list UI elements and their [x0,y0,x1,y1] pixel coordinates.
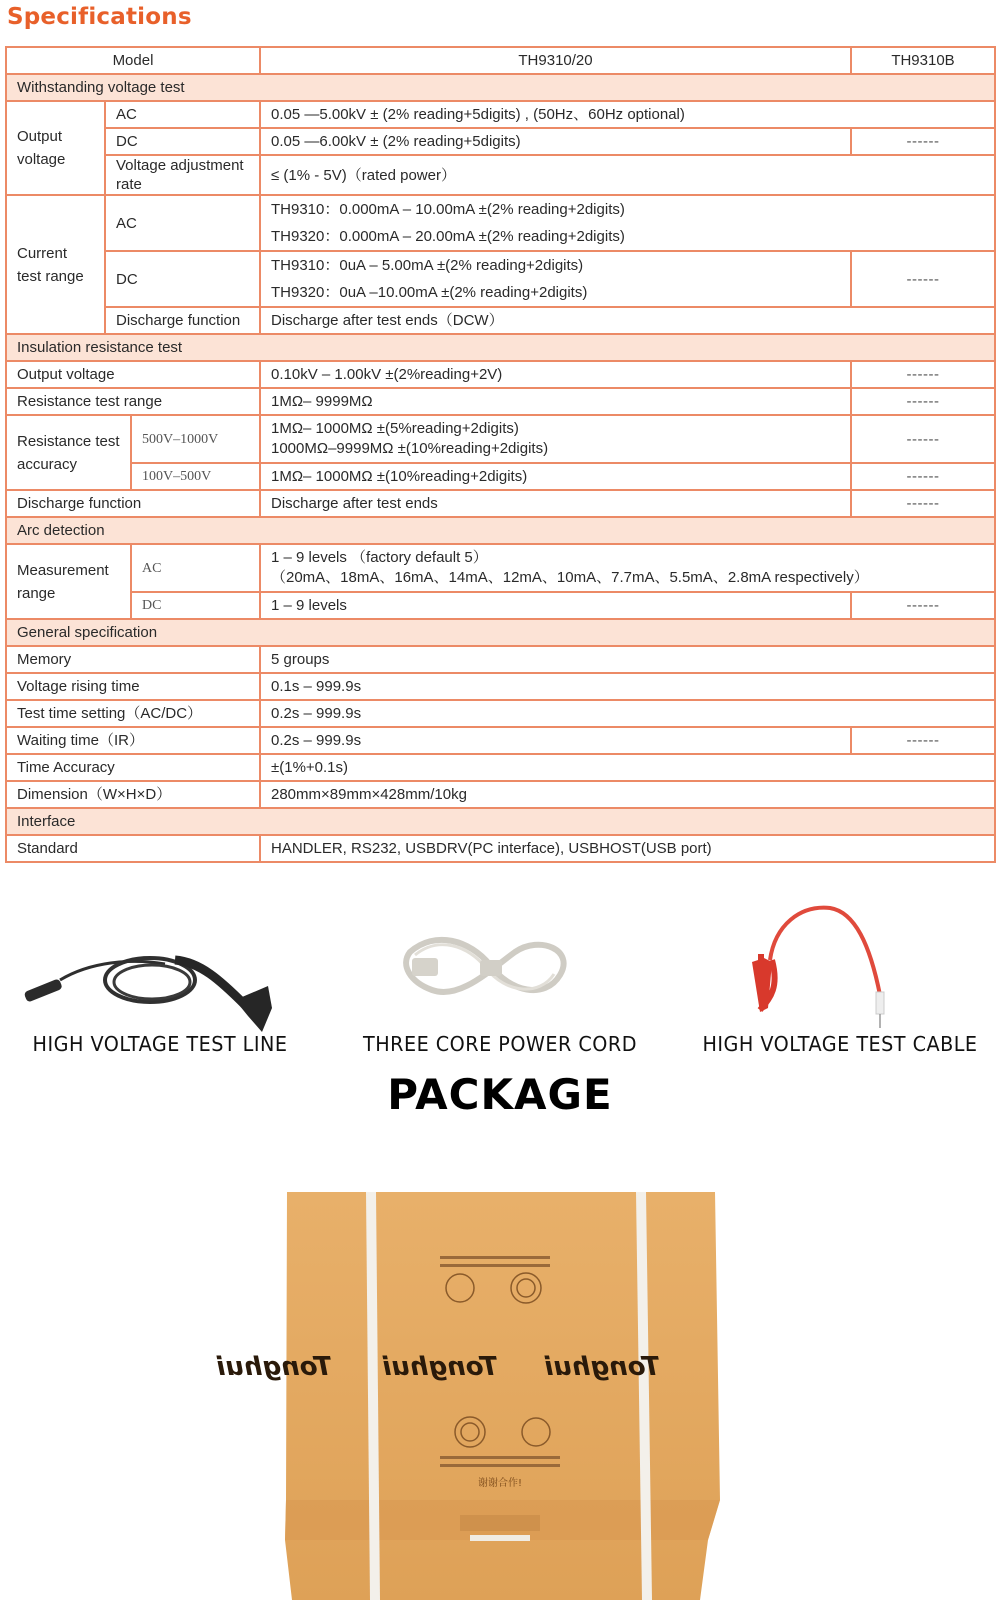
section-row [6,808,995,835]
package-title: PACKAGE [387,1070,613,1119]
current-dc-b: ------ [851,251,995,307]
current-dc-value [260,251,851,307]
ir-accuracy-label: Resistance test accuracy [6,415,131,490]
section-interface: Interface [6,808,995,835]
ir-acc-low-b: ------ [851,463,995,490]
time-accuracy-value: ±(1%+0.1s) [260,754,995,781]
current-range-label: Current test range [6,195,105,334]
discharge-value: Discharge after test ends（DCW） [260,307,995,334]
box-brand-center: Tonghui [382,1352,498,1382]
current-ac-th9310: TH9310：0.000mA – 10.00mA ±(2% reading+2digits) [271,201,625,218]
accessory-label: HIGH VOLTAGE TEST CABLE [702,1032,978,1056]
table-row [6,835,995,862]
accessories-row [0,900,1000,1080]
dc-voltage-value: 0.05 —6.00kV ± (2% reading+5digits) [260,128,851,155]
ac-voltage-value: 0.05 —5.00kV ± (2% reading+5digits) , (50Hz、60Hz optional) [260,101,995,128]
waiting-time-label: Waiting time（IR） [6,727,260,754]
current-dc-th9310: TH9310：0uA – 5.00mA ±(2% reading+2digits) [271,257,584,274]
output-voltage-label: Output voltage [6,101,105,195]
arc-ac-label: AC [131,544,260,592]
box-brand-right: Tonghui [544,1352,660,1382]
dc-label: DC [105,128,260,155]
section-row [6,619,995,646]
waiting-time-b: ------ [851,727,995,754]
model-label: Model [6,47,260,74]
table-row [6,195,995,251]
ir-range-value: 1MΩ– 9999MΩ [260,388,851,415]
rising-time-value: 0.1s – 999.9s [260,673,995,700]
cardboard-box [216,1160,720,1600]
box-footer-text: 谢谢合作! [477,1478,523,1489]
section-row [6,74,995,101]
arc-ac-line-1: 1 – 9 levels （factory default 5） [271,549,488,566]
dc-voltage-b: ------ [851,128,995,155]
ir-acc-low-value: 1MΩ– 1000MΩ ±(10%reading+2digits) [260,463,851,490]
section-row [6,517,995,544]
test-time-value: 0.2s – 999.9s [260,700,995,727]
ir-acc-high-label: 500V–1000V [131,415,260,463]
table-row [6,727,995,754]
ac-label: AC [105,101,260,128]
model-th9310-20: TH9310/20 [260,47,851,74]
ir-output-b: ------ [851,361,995,388]
memory-label: Memory [6,646,260,673]
arc-dc-value: 1 – 9 levels [260,592,851,619]
dimension-label: Dimension（W×H×D） [6,781,260,808]
ir-output-value: 0.10kV – 1.00kV ±(2%reading+2V) [260,361,851,388]
power-cord-image [340,900,660,1030]
test-time-label: Test time setting（AC/DC） [6,700,260,727]
interface-standard-value: HANDLER, RS232, USBDRV(PC interface), USBHOST(USB port) [260,835,995,862]
section-insulation: Insulation resistance test [6,334,995,361]
rising-time-label: Voltage rising time [6,673,260,700]
dimension-value: 280mm×89mm×428mm/10kg [260,781,995,808]
current-ac-th9320: TH9320：0.000mA – 20.00mA ±(2% reading+2digits) [271,228,625,245]
adjustment-rate-value: ≤ (1% - 5V)（rated power） [260,155,995,195]
current-dc-label: DC [105,251,260,307]
section-withstanding: Withstanding voltage test [6,74,995,101]
table-row [6,781,995,808]
table-row [6,415,995,463]
ir-output-label: Output voltage [6,361,260,388]
table-row [6,490,995,517]
table-row [6,544,995,592]
time-accuracy-label: Time Accuracy [6,754,260,781]
table-row [6,700,995,727]
table-row [6,361,995,388]
table-row [6,673,995,700]
table-row [6,592,995,619]
interface-standard-label: Standard [6,835,260,862]
table-row [6,463,995,490]
section-general: General specification [6,619,995,646]
table-row [6,251,995,307]
ir-acc-high-b: ------ [851,415,995,463]
section-row [6,334,995,361]
table-row [6,101,995,128]
header-row [6,47,995,74]
accessory-item [680,900,1000,1080]
red-test-cable-image [680,900,1000,1030]
current-dc-th9320: TH9320：0uA –10.00mA ±(2% reading+2digits) [271,284,588,301]
arc-ac-line-2: （20mA、18mA、16mA、14mA、12mA、10mA、7.7mA、5.5mA、2.8mA respectively） [271,569,869,586]
accessory-item [340,900,660,1080]
table-row [6,646,995,673]
arc-dc-b: ------ [851,592,995,619]
ir-discharge-b: ------ [851,490,995,517]
model-th9310b: TH9310B [851,47,995,74]
table-row [6,754,995,781]
ir-acc-high-line-1: 1MΩ– 1000MΩ ±(5%reading+2digits) [271,420,519,437]
table-row [6,388,995,415]
box-brand-left: Tonghui [216,1352,332,1382]
accessory-item [0,900,320,1080]
adjustment-rate-label: Voltage adjustment rate [105,155,260,195]
specifications-table [5,46,996,863]
ir-range-label: Resistance test range [6,388,260,415]
black-test-lead-image [0,900,320,1030]
ir-acc-high-line-2: 1000MΩ–9999MΩ ±(10%reading+2digits) [271,440,549,457]
current-ac-value [260,195,995,251]
waiting-time-value: 0.2s – 999.9s [260,727,851,754]
accessory-label: HIGH VOLTAGE TEST LINE [32,1032,288,1056]
current-ac-label: AC [105,195,260,251]
page-title: Specifications [7,4,192,30]
arc-ac-value [260,544,995,592]
ir-discharge-value: Discharge after test ends [260,490,851,517]
table-row [6,155,995,195]
ir-acc-high-value [260,415,851,463]
arc-dc-label: DC [131,592,260,619]
accessory-label: THREE CORE POWER CORD [363,1032,637,1056]
ir-range-b: ------ [851,388,995,415]
arc-range-label: Measurement range [6,544,131,619]
discharge-label: Discharge function [105,307,260,334]
ir-discharge-label: Discharge function [6,490,260,517]
table-row [6,307,995,334]
memory-value: 5 groups [260,646,995,673]
package-box-image [216,1160,720,1600]
section-arc: Arc detection [6,517,995,544]
table-row [6,128,995,155]
ir-acc-low-label: 100V–500V [131,463,260,490]
